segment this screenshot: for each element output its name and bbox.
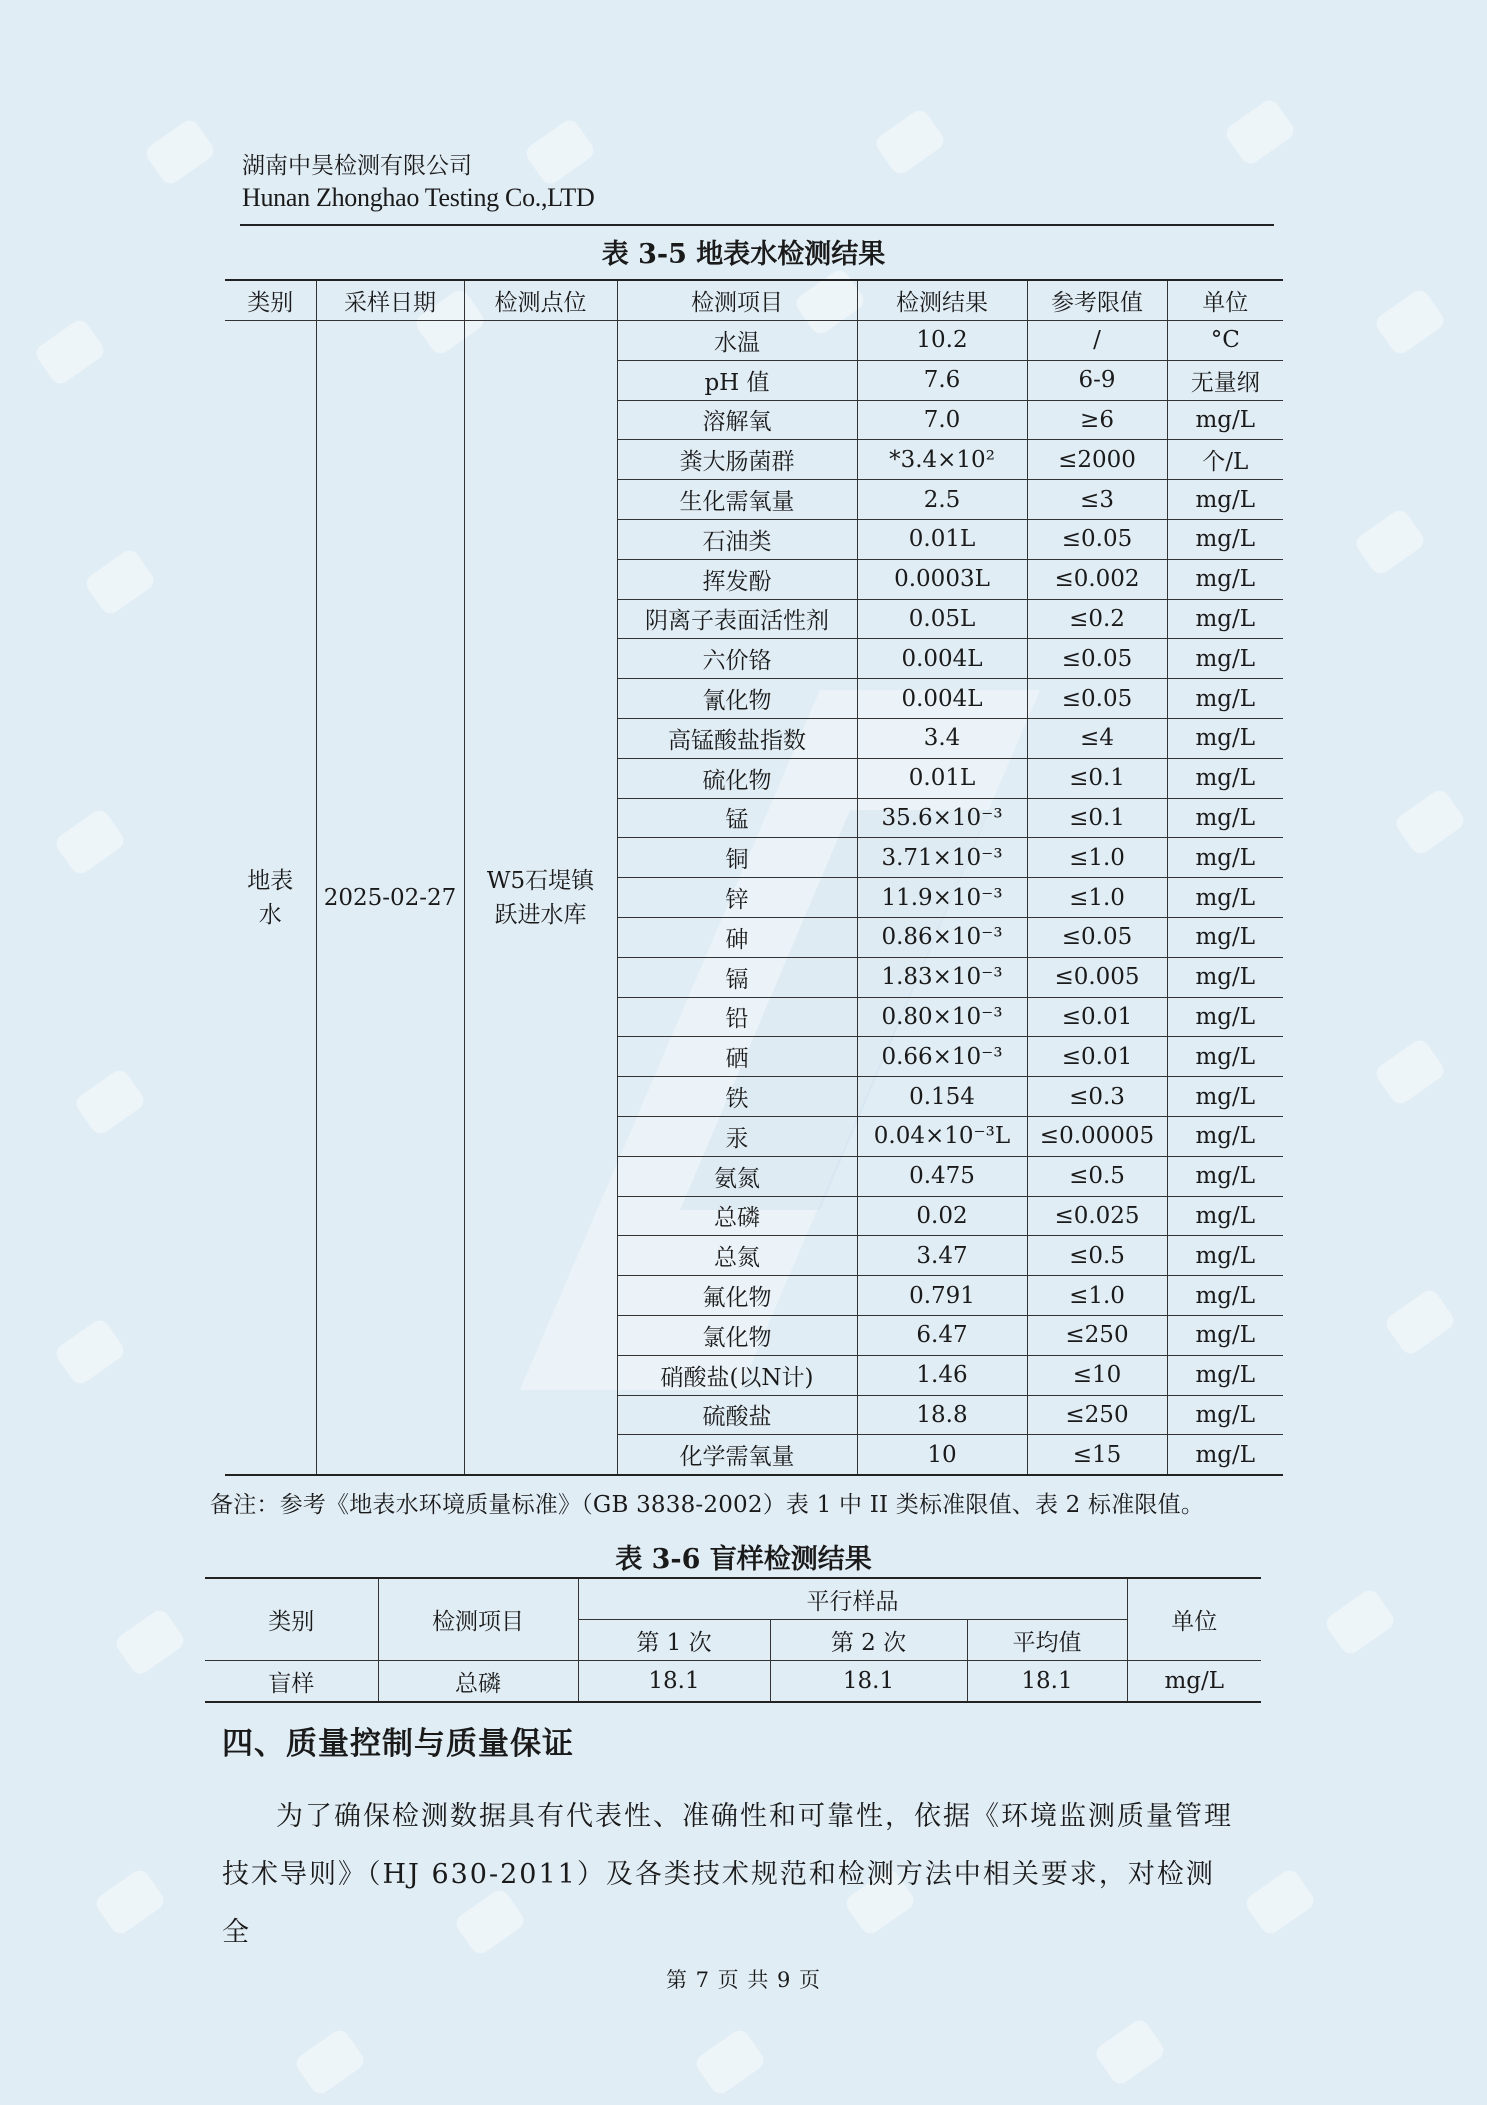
cell-limit: ≤250 <box>1027 1395 1167 1435</box>
watermark-icon <box>1353 507 1427 577</box>
header-first: 第 1 次 <box>578 1620 770 1661</box>
cell-date: 2025-02-27 <box>316 321 464 1476</box>
cell-average: 18.1 <box>967 1661 1127 1703</box>
cell-limit: ≤0.1 <box>1027 798 1167 838</box>
cell-limit: ≤0.5 <box>1027 1236 1167 1276</box>
cell-result: 7.6 <box>857 360 1027 400</box>
cell-unit: mg/L <box>1167 798 1283 838</box>
cell-result: 10.2 <box>857 321 1027 361</box>
cell-limit: ≤1.0 <box>1027 1276 1167 1316</box>
watermark-icon <box>1393 787 1467 857</box>
cell-limit: ≤0.002 <box>1027 559 1167 599</box>
cell-limit: ≤0.05 <box>1027 519 1167 559</box>
cell-result: 6.47 <box>857 1315 1027 1355</box>
cell-unit: 无量纲 <box>1167 360 1283 400</box>
cell-unit: mg/L <box>1167 1276 1283 1316</box>
header-item: 检测项目 <box>617 280 857 321</box>
company-header <box>242 150 594 214</box>
company-name-en: Hunan Zhonghao Testing Co.,LTD <box>242 183 595 212</box>
header-unit: 单位 <box>1127 1578 1261 1661</box>
cell-unit: mg/L <box>1167 480 1283 520</box>
header-category: 类别 <box>225 280 316 321</box>
cell-item: 总磷 <box>378 1661 578 1703</box>
cell-item: 六价铬 <box>617 639 857 679</box>
cell-result: *3.4×10² <box>857 440 1027 480</box>
watermark-icon <box>1323 1587 1397 1657</box>
cell-item: 镉 <box>617 957 857 997</box>
header-parallel-samples: 平行样品 <box>578 1578 1127 1620</box>
cell-result: 3.71×10⁻³ <box>857 838 1027 878</box>
company-name-cn: 湖南中昊检测有限公司 <box>242 153 472 179</box>
watermark-icon <box>53 1317 127 1387</box>
cell-limit: 6-9 <box>1027 360 1167 400</box>
cell-result: 0.01L <box>857 758 1027 798</box>
cell-unit: mg/L <box>1167 1037 1283 1077</box>
watermark-icon <box>33 317 107 387</box>
cell-unit: mg/L <box>1167 400 1283 440</box>
page-number: 第 7 页 共 9 页 <box>665 1968 822 1992</box>
cell-unit: mg/L <box>1167 1196 1283 1236</box>
cell-second: 18.1 <box>770 1661 967 1703</box>
watermark-icon <box>1373 287 1447 357</box>
cell-result: 35.6×10⁻³ <box>857 798 1027 838</box>
header-item: 检测项目 <box>378 1578 578 1661</box>
cell-limit: ≤0.1 <box>1027 758 1167 798</box>
cell-unit: mg/L <box>1167 1315 1283 1355</box>
cell-result: 0.02 <box>857 1196 1027 1236</box>
cell-item: 氯化物 <box>617 1315 857 1355</box>
watermark-icon <box>1223 97 1297 167</box>
cell-unit: mg/L <box>1167 758 1283 798</box>
cell-result: 1.46 <box>857 1355 1027 1395</box>
cell-limit: ≥6 <box>1027 400 1167 440</box>
cell-item: 总磷 <box>617 1196 857 1236</box>
table-header-row <box>205 1578 1261 1620</box>
cell-limit: ≤10 <box>1027 1355 1167 1395</box>
cell-item: pH 值 <box>617 360 857 400</box>
cell-unit: mg/L <box>1167 1156 1283 1196</box>
cell-limit: ≤4 <box>1027 718 1167 758</box>
header-site: 检测点位 <box>464 280 617 321</box>
watermark-icon <box>113 1607 187 1677</box>
cell-result: 10 <box>857 1435 1027 1475</box>
header-result: 检测结果 <box>857 280 1027 321</box>
cell-item: 溶解氧 <box>617 400 857 440</box>
surface-water-results-table <box>225 279 1283 1476</box>
cell-item: 铅 <box>617 997 857 1037</box>
cell-limit: ≤0.01 <box>1027 1037 1167 1077</box>
table-row <box>225 321 1283 361</box>
cell-result: 3.47 <box>857 1236 1027 1276</box>
cell-result: 0.05L <box>857 599 1027 639</box>
cell-unit: mg/L <box>1167 1077 1283 1117</box>
watermark-icon <box>1373 1037 1447 1107</box>
watermark-icon <box>1243 1867 1317 1937</box>
cell-result: 2.5 <box>857 480 1027 520</box>
cell-item: 氟化物 <box>617 1276 857 1316</box>
cell-item: 石油类 <box>617 519 857 559</box>
cell-item: 总氮 <box>617 1236 857 1276</box>
cell-limit: ≤0.5 <box>1027 1156 1167 1196</box>
section-heading: 四、质量控制与质量保证 <box>222 1726 574 1762</box>
cell-item: 锌 <box>617 878 857 918</box>
cell-result: 0.80×10⁻³ <box>857 997 1027 1037</box>
cell-unit: 个/L <box>1167 440 1283 480</box>
cell-item: 阴离子表面活性剂 <box>617 599 857 639</box>
cell-result: 0.0003L <box>857 559 1027 599</box>
watermark-icon <box>93 1867 167 1937</box>
cell-limit: ≤0.01 <box>1027 997 1167 1037</box>
cell-unit: mg/L <box>1167 1395 1283 1435</box>
cell-item: 铁 <box>617 1077 857 1117</box>
header-unit: 单位 <box>1167 280 1283 321</box>
cell-unit: mg/L <box>1127 1661 1261 1703</box>
cell-unit: mg/L <box>1167 1355 1283 1395</box>
watermark-icon <box>873 107 947 177</box>
cell-limit: ≤15 <box>1027 1435 1167 1475</box>
cell-result: 0.791 <box>857 1276 1027 1316</box>
header-date: 采样日期 <box>316 280 464 321</box>
header-average: 平均值 <box>967 1620 1127 1661</box>
cell-result: 1.83×10⁻³ <box>857 957 1027 997</box>
header-second: 第 2 次 <box>770 1620 967 1661</box>
cell-result: 0.475 <box>857 1156 1027 1196</box>
cell-unit: mg/L <box>1167 718 1283 758</box>
header-divider <box>240 224 1274 226</box>
cell-limit: ≤1.0 <box>1027 878 1167 918</box>
cell-result: 18.8 <box>857 1395 1027 1435</box>
watermark-icon <box>73 1067 147 1137</box>
cell-limit: ≤0.05 <box>1027 917 1167 957</box>
cell-item: 水温 <box>617 321 857 361</box>
cell-category: 地表水 <box>225 321 316 1476</box>
cell-result: 3.4 <box>857 718 1027 758</box>
cell-result: 0.66×10⁻³ <box>857 1037 1027 1077</box>
header-category: 类别 <box>205 1578 378 1661</box>
cell-limit: ≤3 <box>1027 480 1167 520</box>
watermark-icon <box>1093 2017 1167 2087</box>
cell-limit: ≤250 <box>1027 1315 1167 1355</box>
cell-item: 高锰酸盐指数 <box>617 718 857 758</box>
cell-item: 硫化物 <box>617 758 857 798</box>
cell-item: 汞 <box>617 1116 857 1156</box>
table-row <box>205 1661 1261 1703</box>
watermark-icon <box>53 807 127 877</box>
section-paragraph: 为了确保检测数据具有代表性、准确性和可靠性，依据《环境监测质量管理技术导则》（HJ 630-2011）及各类技术规范和检测方法中相关要求，对检测全 <box>222 1801 1233 1948</box>
table-header-row <box>225 280 1283 321</box>
cell-unit: mg/L <box>1167 997 1283 1037</box>
cell-unit: mg/L <box>1167 917 1283 957</box>
table-3-6-title: 表 3-6 盲样检测结果 <box>615 1544 872 1575</box>
cell-unit: mg/L <box>1167 1435 1283 1475</box>
cell-unit: mg/L <box>1167 957 1283 997</box>
cell-category: 盲样 <box>205 1661 378 1703</box>
cell-result: 0.154 <box>857 1077 1027 1117</box>
cell-limit: / <box>1027 321 1167 361</box>
cell-limit: ≤0.05 <box>1027 639 1167 679</box>
cell-item: 化学需氧量 <box>617 1435 857 1475</box>
cell-item: 粪大肠菌群 <box>617 440 857 480</box>
cell-item: 锰 <box>617 798 857 838</box>
cell-item: 挥发酚 <box>617 559 857 599</box>
cell-result: 0.004L <box>857 679 1027 719</box>
cell-unit: mg/L <box>1167 599 1283 639</box>
cell-limit: ≤0.00005 <box>1027 1116 1167 1156</box>
cell-item: 氨氮 <box>617 1156 857 1196</box>
cell-limit: ≤0.05 <box>1027 679 1167 719</box>
cell-result: 0.004L <box>857 639 1027 679</box>
cell-unit: mg/L <box>1167 679 1283 719</box>
watermark-icon <box>1383 1287 1457 1357</box>
table-note: 备注：参考《地表水环境质量标准》（GB 3838-2002）表 1 中 II 类标准限值、表 2 标准限值。 <box>210 1492 1205 1518</box>
cell-item: 硫酸盐 <box>617 1395 857 1435</box>
cell-first: 18.1 <box>578 1661 770 1703</box>
cell-unit: mg/L <box>1167 519 1283 559</box>
watermark-icon <box>83 547 157 617</box>
header-limit: 参考限值 <box>1027 280 1167 321</box>
cell-result: 0.04×10⁻³L <box>857 1116 1027 1156</box>
cell-result: 0.86×10⁻³ <box>857 917 1027 957</box>
watermark-icon <box>143 117 217 187</box>
cell-item: 砷 <box>617 917 857 957</box>
cell-unit: mg/L <box>1167 559 1283 599</box>
cell-result: 7.0 <box>857 400 1027 440</box>
cell-unit: °C <box>1167 321 1283 361</box>
cell-result: 0.01L <box>857 519 1027 559</box>
cell-unit: mg/L <box>1167 639 1283 679</box>
cell-unit: mg/L <box>1167 838 1283 878</box>
watermark-icon <box>693 2027 767 2097</box>
cell-result: 11.9×10⁻³ <box>857 878 1027 918</box>
cell-limit: ≤1.0 <box>1027 838 1167 878</box>
cell-limit: ≤2000 <box>1027 440 1167 480</box>
cell-limit: ≤0.005 <box>1027 957 1167 997</box>
cell-item: 硝酸盐(以N计) <box>617 1355 857 1395</box>
blind-sample-table <box>205 1577 1261 1703</box>
cell-item: 硒 <box>617 1037 857 1077</box>
cell-item: 氰化物 <box>617 679 857 719</box>
watermark-icon <box>293 2027 367 2097</box>
cell-site: W5石堤镇跃进水库 <box>464 321 617 1476</box>
table-3-5-title: 表 3-5 地表水检测结果 <box>601 239 886 270</box>
cell-item: 生化需氧量 <box>617 480 857 520</box>
cell-unit: mg/L <box>1167 1236 1283 1276</box>
cell-limit: ≤0.3 <box>1027 1077 1167 1117</box>
cell-limit: ≤0.025 <box>1027 1196 1167 1236</box>
cell-unit: mg/L <box>1167 1116 1283 1156</box>
cell-unit: mg/L <box>1167 878 1283 918</box>
cell-item: 铜 <box>617 838 857 878</box>
cell-limit: ≤0.2 <box>1027 599 1167 639</box>
